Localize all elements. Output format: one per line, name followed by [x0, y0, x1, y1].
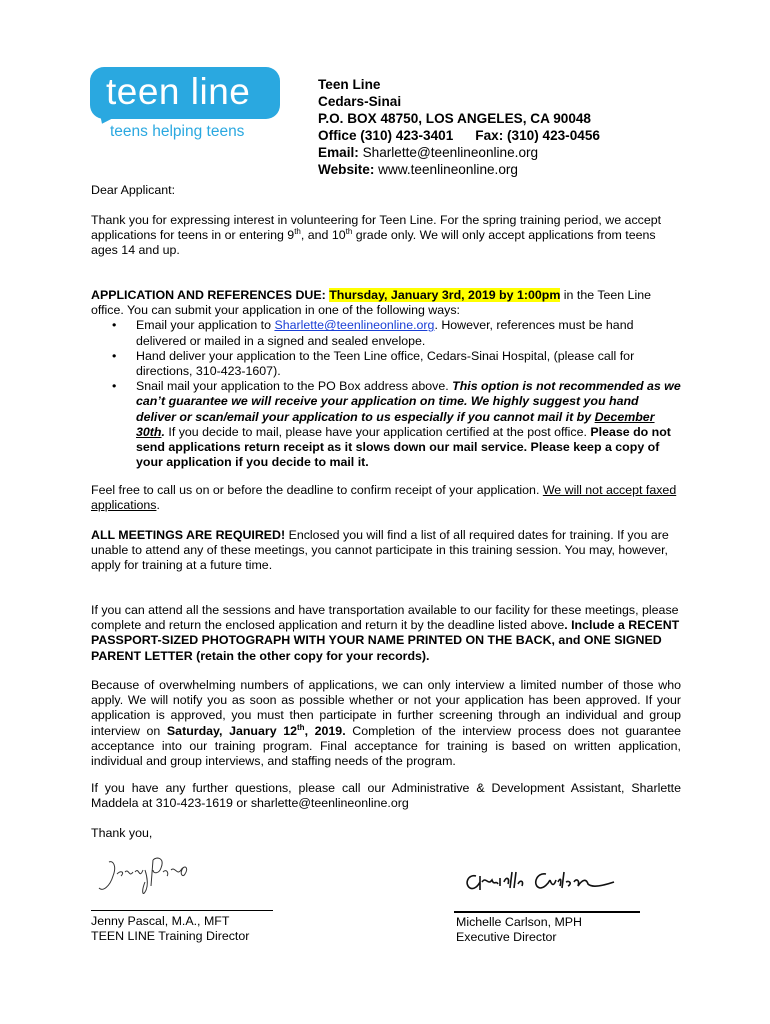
bullet-dot: • — [112, 379, 117, 394]
bullet-3-text: Snail mail your application to the PO Box address above. — [136, 379, 453, 394]
due-rest: in the Teen Line office. You can submit your application in one of the following ways: — [91, 288, 652, 318]
bullet-3-deadline: December 30th — [136, 409, 655, 439]
bullet-3-warning: This option is not recommended as we can’t guarantee we will receive your application on time. We highly suggest you hand deliver or scan/email your application to us especially if you cannot mail it by — [136, 379, 681, 424]
signer-2-name: Michelle Carlson, MPH — [456, 915, 583, 929]
attend-paragraph — [91, 603, 681, 664]
bullet-dot: • — [112, 318, 117, 333]
office-phone: Office (310) 423-3401 — [318, 128, 454, 143]
no-fax-notice: We will not accept faxed applications — [91, 483, 677, 513]
meetings-paragraph — [91, 528, 681, 574]
confirm-paragraph — [91, 483, 681, 513]
closing: Thank you, — [91, 826, 153, 840]
interview-text-1: Because of overwhelming numbers of applications, we can only interview a limited number of those who apply. We will notify you as soon as possible whether or not your application has been approved. If your application is approved, you must then participate in further screening through an individual and group interview on — [91, 678, 681, 738]
website-url: www.teenlineonline.org — [374, 162, 518, 177]
bullet-3-dot: . — [161, 424, 165, 439]
intro-text-2: , and 10 — [300, 228, 346, 243]
intro-sup-1: th — [294, 227, 301, 237]
meetings-text: Enclosed you will find a list of all required dates for training. If you are unable to attend any of these meetings, you cannot participate in this training session. You may, however, apply for training at a future time. — [91, 528, 669, 573]
bullet-2-text: Hand deliver your application to the Teen Line office, Cedars-Sinai Hospital, (please call for directions, 310-423-1607). — [136, 348, 635, 379]
list-item — [91, 379, 681, 470]
letterhead-address — [318, 76, 600, 178]
signature-jenny-pascal — [95, 852, 195, 898]
confirm-end: . — [156, 498, 160, 513]
confirm-text: Feel free to call us on or before the deadline to confirm receipt of your application. — [91, 483, 543, 497]
signature-line-2 — [454, 911, 640, 913]
meetings-required: ALL MEETINGS ARE REQUIRED! — [91, 528, 286, 542]
interview-paragraph — [91, 678, 681, 769]
website-label: Website: — [318, 162, 375, 177]
intro-sup-2: th — [345, 227, 353, 237]
bullet-3-bold: Please do not send applications return receipt as it slows down our mail service. Please keep a copy of your application if you decide to mail it. — [136, 424, 671, 470]
bullet-dot: • — [112, 348, 117, 363]
due-paragraph — [91, 288, 681, 318]
interview-text-2: Completion of the interview process does not guarantee acceptance into our training program. Final acceptance for training is based on written application, individual and group interviews, and staffing needs of the program. — [91, 723, 681, 769]
signer-1-title: TEEN LINE Training Director — [91, 929, 250, 944]
salutation: Dear Applicant: — [91, 183, 176, 197]
email-line — [318, 144, 600, 161]
signer-2-title: Executive Director — [456, 930, 557, 945]
list-item — [91, 349, 681, 379]
interview-date: Saturday, January 12 — [166, 723, 298, 738]
list-item — [91, 318, 681, 348]
teen-line-logo — [90, 67, 286, 149]
email-link[interactable]: Sharlette@teenlineonline.org — [274, 318, 435, 333]
bullet-3-mid: If you decide to mail, please have your application certified at the post office. — [164, 424, 591, 439]
bullet-1-text: Email your application to — [136, 318, 275, 333]
interview-date-sup: th — [297, 722, 305, 732]
signer-2 — [456, 915, 676, 945]
hospital-name: Cedars-Sinai — [318, 94, 402, 109]
fax-number: Fax: (310) 423-0456 — [475, 128, 600, 143]
due-date-highlight: Thursday, January 3rd, 2019 by 1:00pm — [329, 288, 561, 302]
website-line — [318, 161, 600, 178]
logo-tagline: teens helping teens — [110, 123, 245, 140]
submission-methods-list — [91, 318, 681, 470]
due-section — [91, 288, 681, 470]
email-address: Sharlette@teenlineonline.org — [358, 145, 539, 160]
logo-wordmark: teen line — [106, 71, 251, 112]
signature-line-1 — [91, 910, 273, 911]
intro-text-1: Thank you for expressing interest in volunteering for Teen Line. For the spring training period, we accept applications for teens in or entering 9 — [91, 213, 662, 243]
questions-paragraph: If you have any further questions, please call our Administrative & Development Assistant, Sharlette Maddela at 310-423-1619 or sharlette@teenlineonline.org — [91, 781, 681, 811]
signer-1-name: Jenny Pascal, M.A., MFT — [91, 914, 230, 928]
org-name: Teen Line — [318, 77, 381, 92]
email-label: Email: — [318, 145, 359, 160]
attend-text: If you can attend all the sessions and have transportation available to our facility for these meetings, please complete and return the enclosed application and return it by the deadline listed above — [91, 603, 679, 633]
signer-1 — [91, 914, 311, 944]
intro-paragraph — [91, 213, 681, 259]
attend-requirements: . Include a RECENT PASSPORT-SIZED PHOTOGRAPH WITH YOUR NAME PRINTED ON THE BACK, and ONE SIGNED PARENT LETTER (retain the other copy for your records). — [91, 618, 680, 663]
phone-line — [318, 127, 600, 144]
intro-text-3: grade only. We will only accept applications from teens ages 14 and up. — [91, 228, 656, 258]
due-label: APPLICATION AND REFERENCES DUE: — [91, 288, 330, 302]
bullet-1-post: . However, references must be hand delivered or mailed in a signed and sealed envelope. — [136, 318, 634, 348]
mailing-address: P.O. BOX 48750, LOS ANGELES, CA 90048 — [318, 111, 591, 126]
interview-year: , 2019. — [304, 723, 346, 738]
signature-michelle-carlson — [462, 868, 622, 896]
